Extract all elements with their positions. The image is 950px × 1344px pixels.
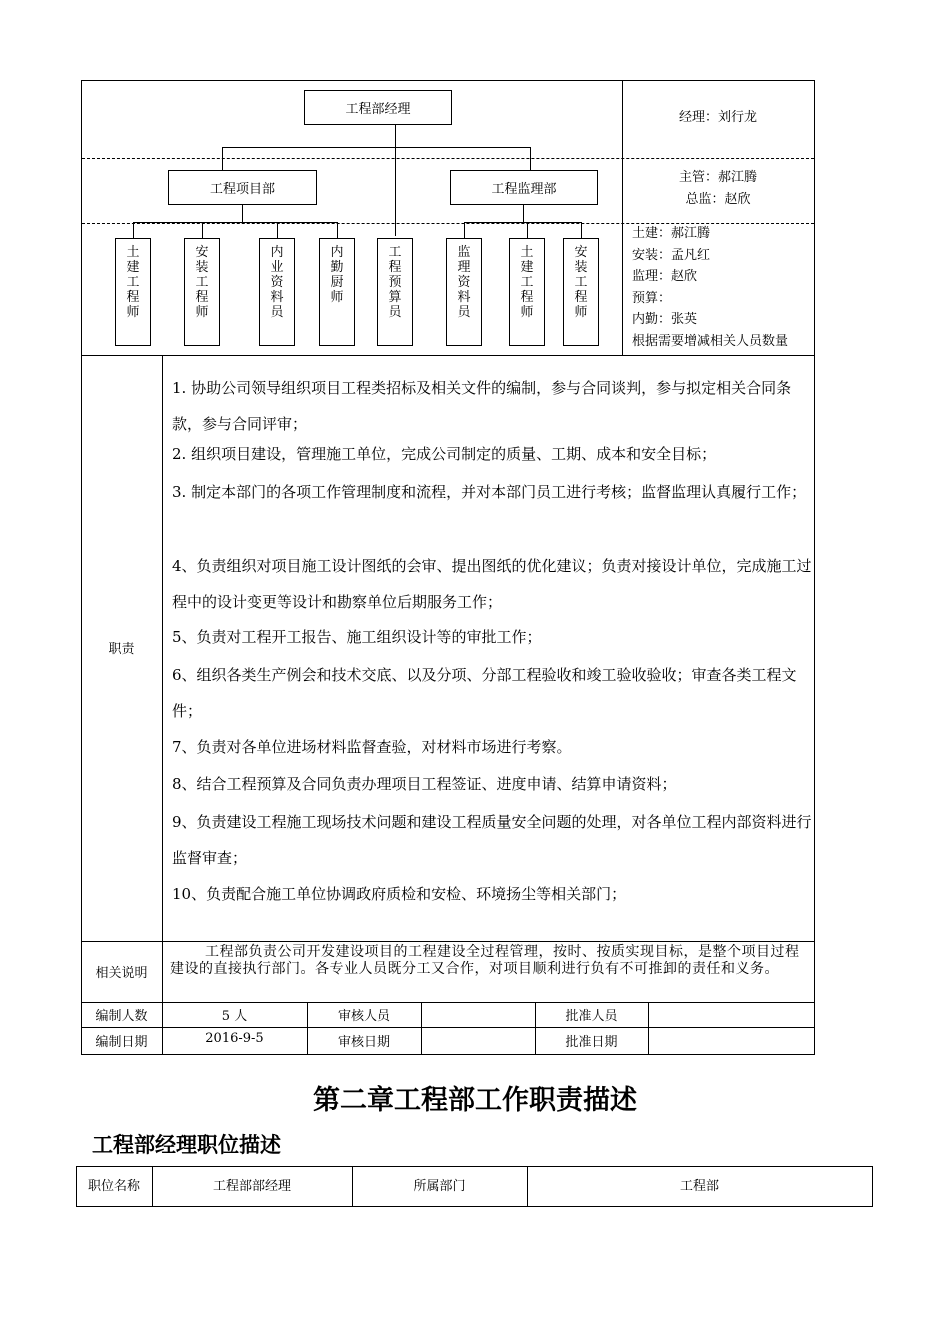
- date-label: 编制日期: [95, 1035, 148, 1050]
- org-node-supervision-civil: 土建工程师: [509, 238, 545, 346]
- manager-note: 经理：刘行龙: [678, 110, 757, 125]
- chief-supervisor-note: 总监：赵欣: [685, 192, 751, 207]
- staff-note-civil: 土建：郝江腾: [632, 226, 711, 241]
- org-node-manager: 工程部经理: [304, 90, 452, 125]
- remarks-label: 相关说明: [95, 966, 148, 981]
- headcount-value: 5 人: [221, 1009, 248, 1024]
- duty-item: 4、负责组织对项目施工设计图纸的会审、提出图纸的优化建议；负责对接设计单位，完成施工过程中的设计变更等设计和勘察单位后期服务工作；: [172, 557, 812, 611]
- approve-person-label: 批准人员: [565, 1009, 618, 1024]
- staff-note-budget: 预算：: [632, 290, 672, 306]
- org-node-civil-engineer: 土建工程师: [115, 238, 151, 346]
- org-node-docs-clerk: 内业资料员: [259, 238, 295, 346]
- org-node-supervision-clerk: 监理资料员: [446, 238, 482, 346]
- staff-note-office: 内勤：张英: [632, 312, 698, 327]
- approve-date-label: 批准日期: [565, 1035, 618, 1050]
- org-node-cook: 内勤厨师: [319, 238, 355, 346]
- date-value: 2016-9-5: [205, 1031, 264, 1046]
- review-date-label: 审核日期: [337, 1035, 390, 1050]
- duty-item: 5、负责对工程开工报告、施工组织设计等的审批工作；: [172, 628, 542, 646]
- duty-item: 9、负责建设工程施工现场技术问题和建设工程质量安全问题的处理，对各单位工程内部资料进行监督审查；: [172, 813, 812, 867]
- staff-note-adjust: 根据需要增减相关人员数量: [632, 333, 789, 349]
- duty-item: 7、负责对各单位进场材料监督查验，对材料市场进行考察。: [172, 738, 572, 756]
- review-person-label: 审核人员: [337, 1009, 390, 1024]
- department-label: 所属部门: [413, 1179, 466, 1194]
- duty-item: 10、负责配合施工单位协调政府质检和安检、环境扬尘等相关部门；: [172, 885, 627, 903]
- org-node-install-engineer: 安装工程师: [184, 238, 220, 346]
- headcount-label: 编制人数: [95, 1009, 148, 1024]
- duty-item: 3. 制定本部门的各项工作管理制度和流程，并对本部门员工进行考核；监督监理认真履行工作；: [172, 483, 807, 501]
- position-name-label: 职位名称: [87, 1179, 140, 1194]
- org-node-supervision-dept: 工程监理部: [450, 170, 598, 205]
- duty-item: 1. 协助公司领导组织项目工程类招标及相关文件的编制，参与合同谈判，参与拟定相关合同条款，参与合同评审；: [172, 379, 792, 433]
- duty-item: 6、组织各类生产例会和技术交底、以及分项、分部工程验收和竣工验收验收；审查各类工程文件；: [172, 666, 797, 720]
- remarks-text: 工程部负责公司开发建设项目的工程建设全过程管理，按时、按质实现目标，是整个项目过程建设的直接执行部门。各专业人员既分工又合作，对项目顺利进行负有不可推卸的责任和义务。: [170, 944, 800, 977]
- duty-item: 8、结合工程预算及合同负责办理项目工程签证、进度申请、结算申请资料；: [172, 775, 677, 793]
- staff-note-install: 安装：孟凡红: [632, 247, 711, 263]
- department-value: 工程部: [679, 1179, 719, 1194]
- duty-item: 2. 组织项目建设，管理施工单位，完成公司制定的质量、工期、成本和安全目标；: [172, 445, 717, 463]
- org-node-estimator: 工程预算员: [377, 238, 413, 346]
- section-title: 工程部经理职位描述: [92, 1133, 281, 1157]
- org-node-supervision-install: 安装工程师: [563, 238, 599, 346]
- supervisor-note: 主管：郝江腾: [678, 170, 757, 185]
- duties-label: 职责: [108, 642, 135, 657]
- org-node-project-dept: 工程项目部: [168, 170, 317, 205]
- chapter-title: 第二章工程部工作职责描述: [313, 1085, 637, 1116]
- staff-note-supervision: 监理：赵欣: [632, 269, 698, 284]
- staff-notes: [632, 223, 814, 352]
- position-name-value: 工程部部经理: [212, 1179, 291, 1194]
